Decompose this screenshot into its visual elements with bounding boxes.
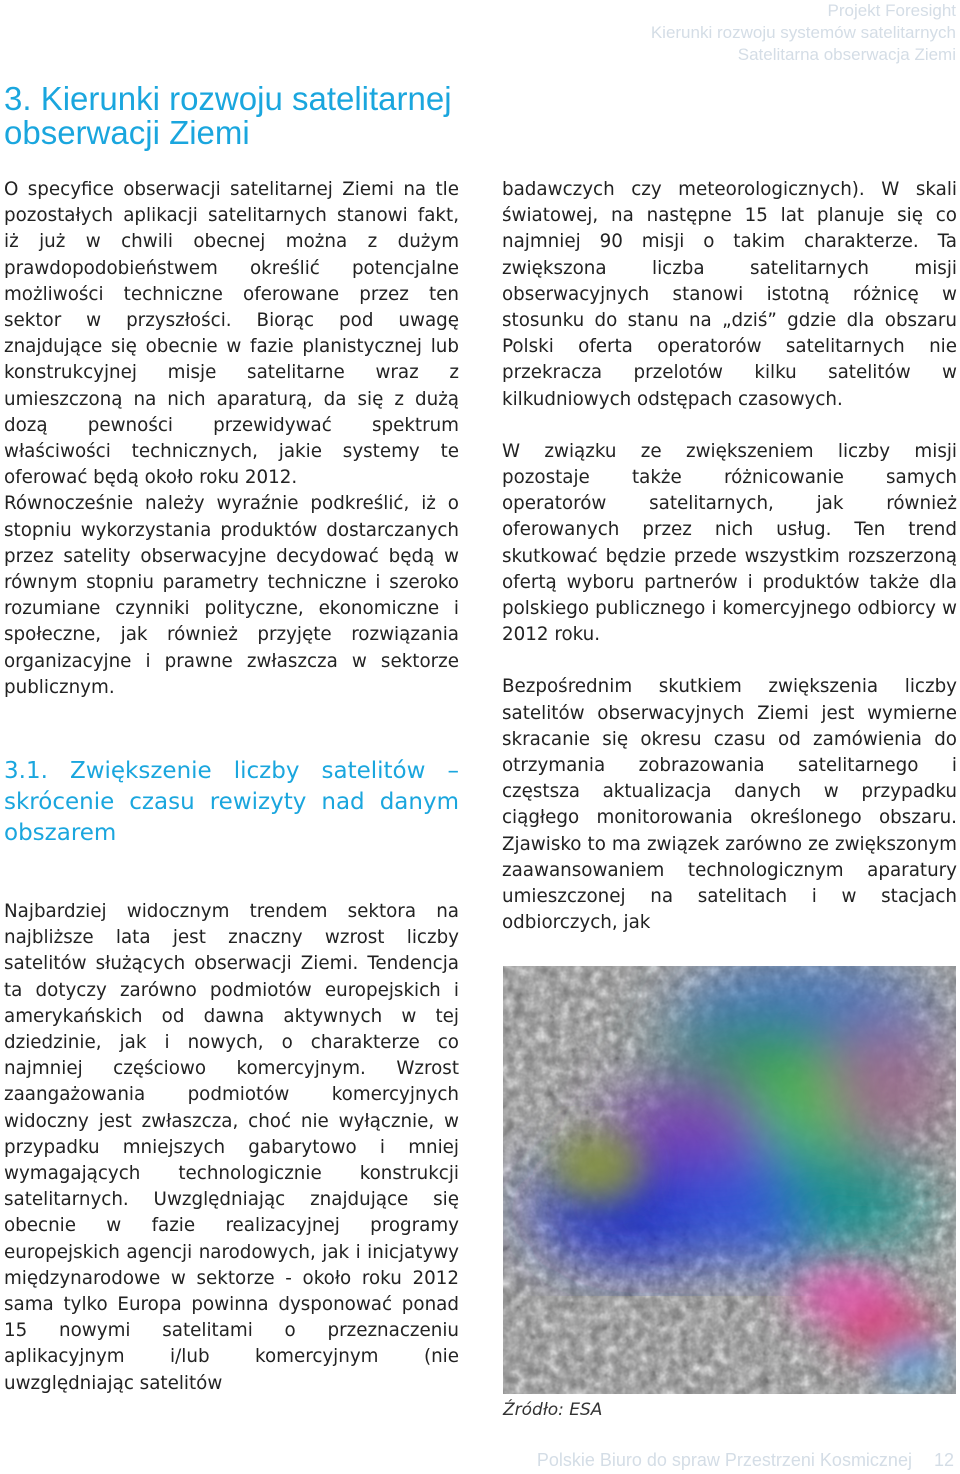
chapter-title: 3. Kierunki rozwoju satelitarnej obserwacji Ziemi	[4, 80, 452, 151]
paragraph: Najbardziej widocznym trendem sektora na najbliższe lata jest znaczny wzrost liczby satelitów służących obserwacji Ziemi. Tendencja ta dotyczy zarówno podmiotów europejskich i amerykańskich od dawna aktywnych w tej dziedzinie, jak i nowych, o charakterze co najmniej częściowo komercyjnym. Wzrost zaangażowania podmiotów komercyjnych widoczny jest zwłaszcza, choć nie wyłącznie, w przypadku mniejszych gabarytowo i mniej wymagających technologicznie konstrukcji satelitarnych. Uwzględniając znajdujące się obecnie w fazie realizacyjnej programy europejskich agencji narodowych, jak i inicjatywy międzynarodowe w sektorze - około roku 2012 sama tylko Europa powinna dysponować ponad 15 nowymi satelitami o przeznaczeniu aplikacyjnym i/lub komercyjnym (nie uwzględniając satelitów	[4, 901, 459, 1394]
footer-organization: Polskie Biuro do spraw Przestrzeni Kosmicznej	[536, 1450, 912, 1470]
left-column	[4, 177, 459, 701]
figure-caption: Źródło: ESA	[503, 1400, 603, 1420]
footer	[537, 1450, 954, 1471]
satellite-image	[503, 966, 956, 1394]
header-report: Kierunki rozwoju systemów satelitarnych	[650, 23, 956, 42]
paragraph: O specyfice obserwacji satelitarnej Ziemi na tle pozostałych aplikacji satelitarnych stanowi fakt, iż już w chwili obecnej można z dużym prawdopodobieństwem określić potencjalne możliwości techniczne oferowane przez ten sektor w przyszłości. Biorąc pod uwagę znajdujące się obecnie w fazie planistycznej lub konstrukcyjnej misje satelitarne wraz z umieszczoną na nich aparaturą, da się z dużą dozą pewności przewidywać spektrum właściwości technicznych, jakie systemy te oferować będą około roku 2012.	[4, 179, 459, 489]
header-chapter: Satelitarna obserwacja Ziemi	[737, 45, 956, 64]
running-header	[651, 0, 956, 66]
paragraph: Równocześnie należy wyraźnie podkreślić, iż o stopniu wykorzystania produktów dostarczanych przez satelity obserwacyjne decydować będą w równym stopniu parametry techniczne i szeroko rozumiane czynniki polityczne, ekonomiczne i społeczne, jak również przyjęte rozwiązania organizacyjne i prawne zwłaszcza w sektorze publicznym.	[4, 493, 459, 698]
paragraph: Bezpośrednim skutkiem zwiększenia liczby satelitów obserwacyjnych Ziemi jest wymierne skracanie się okresu czasu od zamówienia do otrzymania zobrazowania satelitarnego i częstsza aktualizacja danych w przypadku ciągłego monitorowania określonego obszaru. Zjawisko to ma związek zarówno ze zwiększonym zaawansowaniem technologicznym aparatury umieszczonej na satelitach i w stacjach odbiorczych, jak	[502, 676, 957, 934]
header-project: Projekt Foresight	[827, 1, 956, 20]
subsection-title: 3.1. Zwiększenie liczby satelitów – skrócenie czasu rewizyty nad danym obszarem	[4, 758, 459, 846]
left-column-lower	[4, 899, 459, 1397]
page-number: 12	[933, 1450, 954, 1470]
paragraph: badawczych czy meteorologicznych). W skali światowej, na następne 15 lat planuje się co najmniej 90 misji o takim charakterze. Ta zwiększona liczba satelitarnych misji obserwacyjnych stanowi istotną różnicę w stosunku do stanu na „dziś” gdzie dla obszaru Polski oferta operatorów satelitarnych nie przekracza przelotów kilku satelitów w kilkudniowych odstępach czasowych.	[502, 179, 957, 410]
right-column	[502, 177, 957, 936]
paragraph: W związku ze zwiększeniem liczby misji pozostaje także różnicowanie samych operatorów satelitarnych, jak również oferowanych przez nich usług. Ten trend skutkować będzie przede wszystkim rozszerzoną ofertą wyboru partnerów i produktów także dla polskiego publicznego i komercyjnego odbiorcy w 2012 roku.	[502, 440, 957, 646]
